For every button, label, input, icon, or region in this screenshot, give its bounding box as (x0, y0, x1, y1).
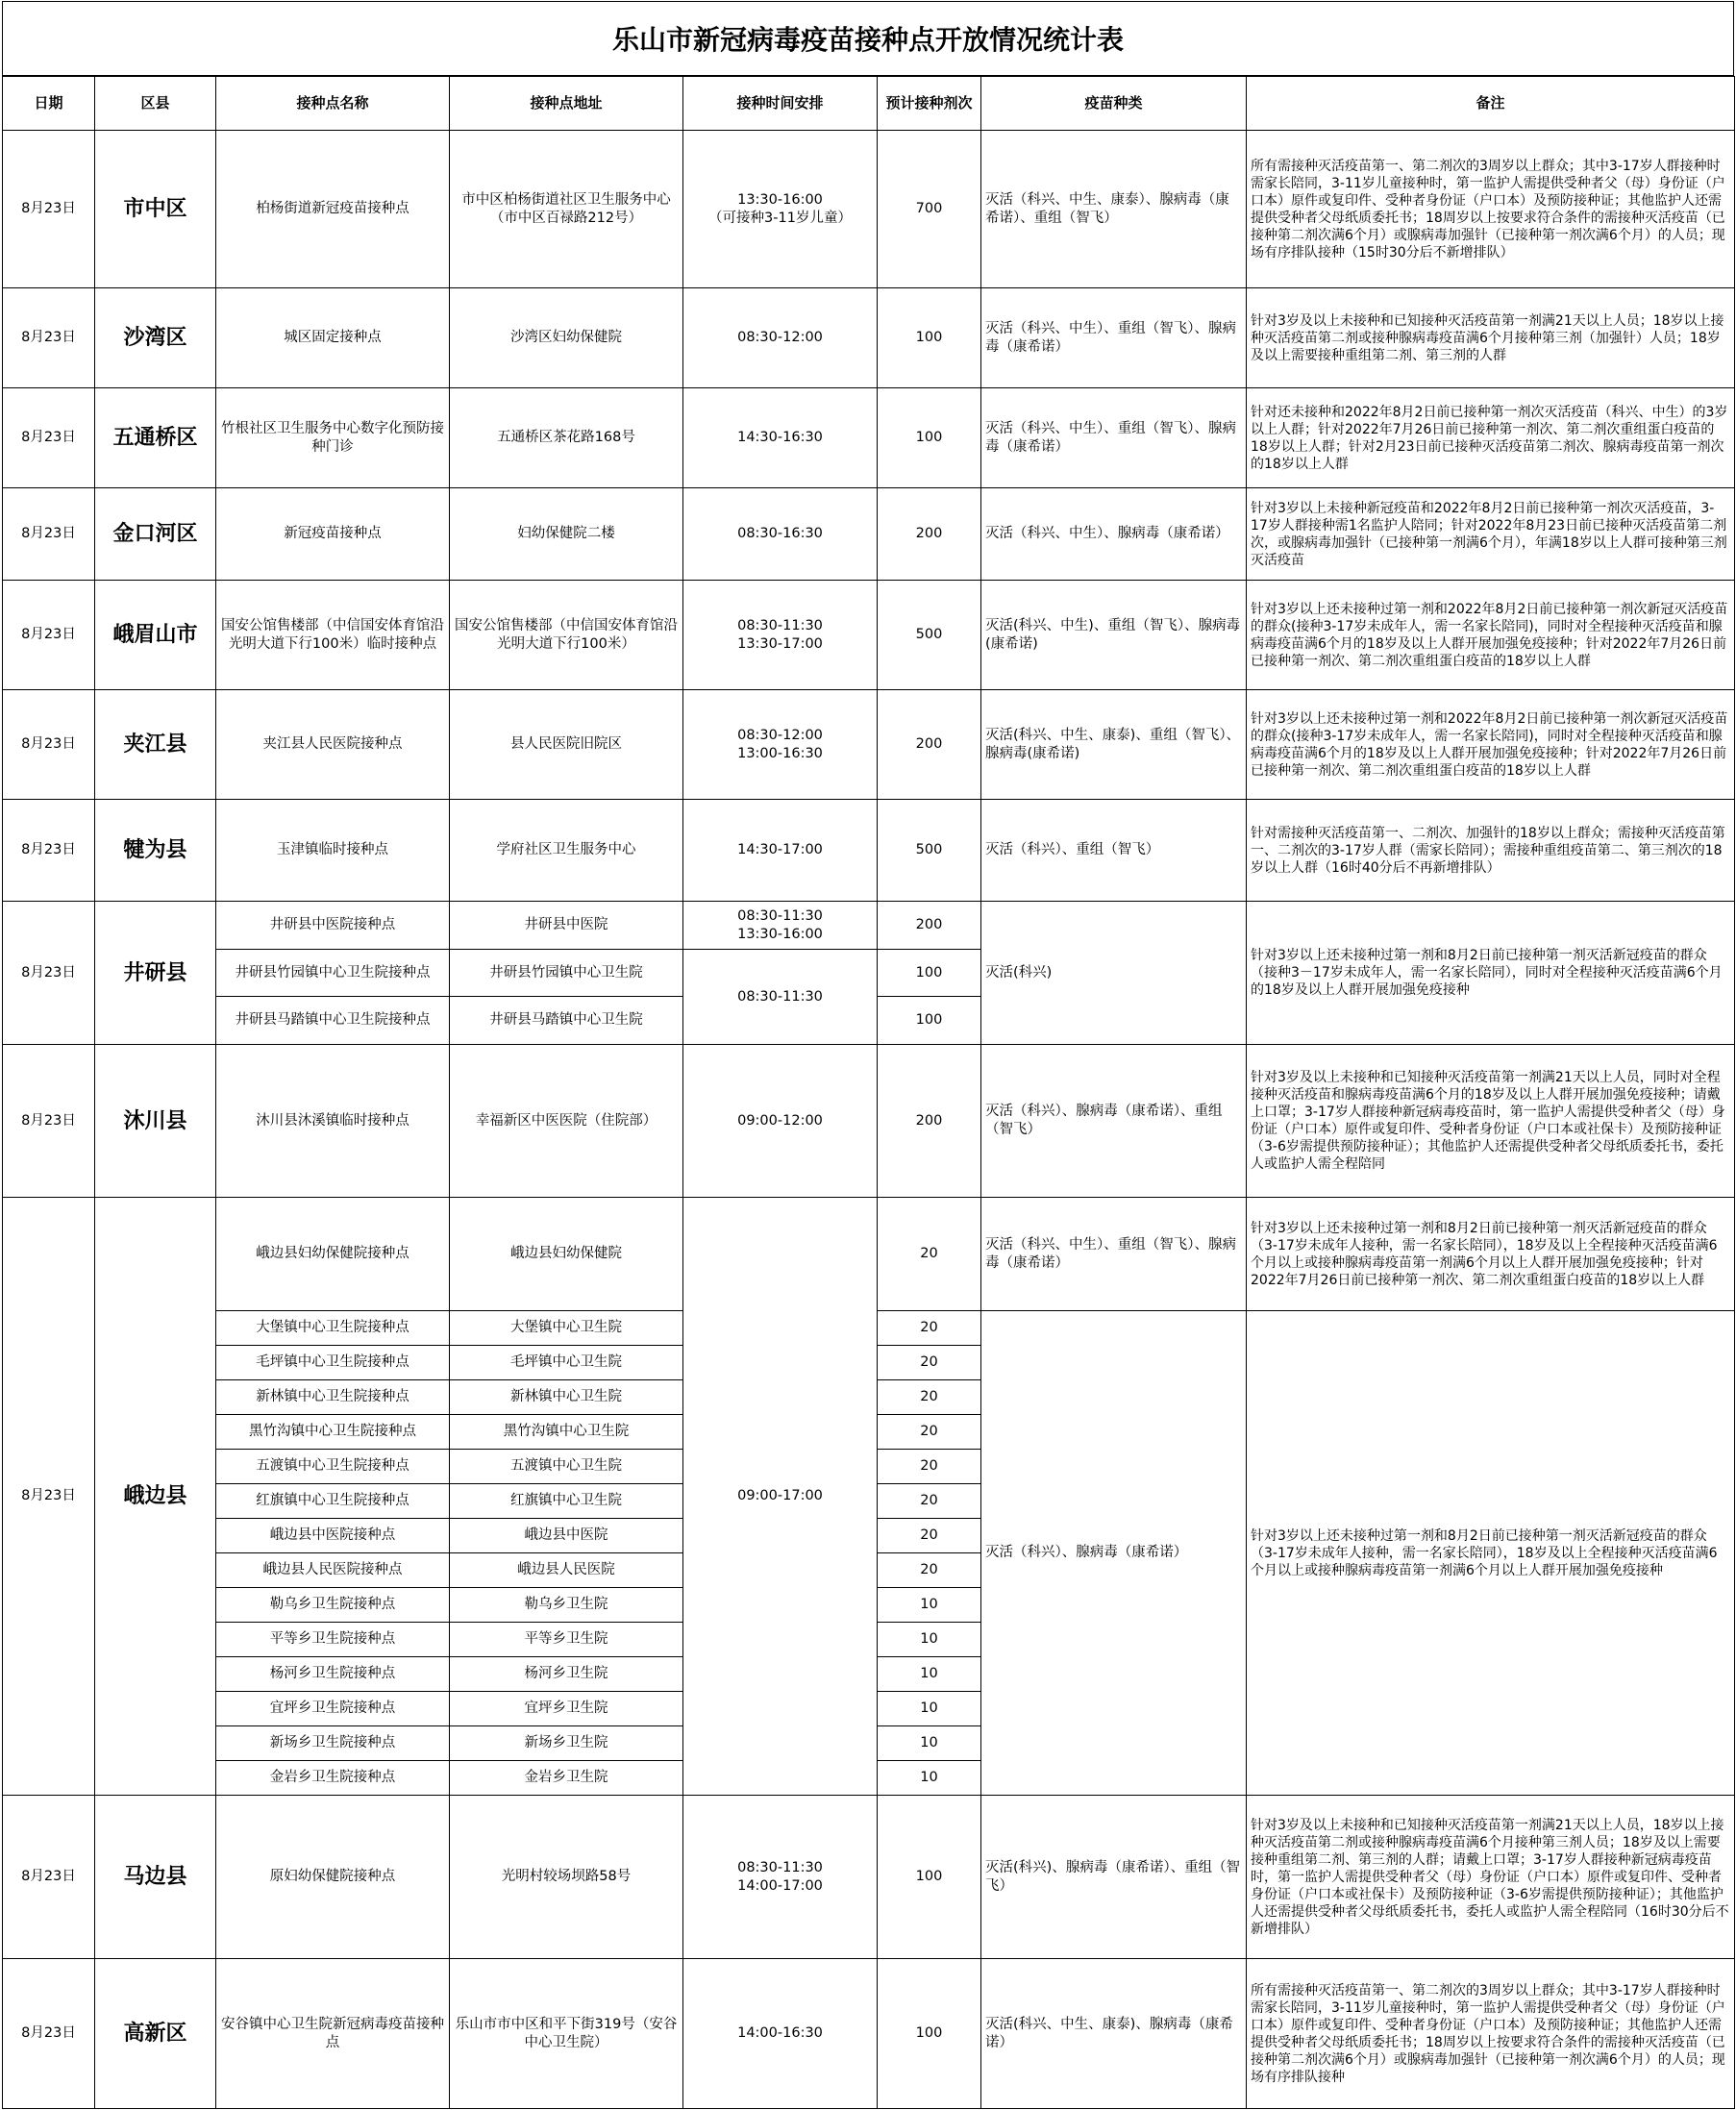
site-address-cell: 黑竹沟镇中心卫生院 (450, 1415, 683, 1450)
vaccine-cell: 灭活（科兴）、重组（智飞） (981, 800, 1247, 902)
vaccine-cell: 灭活（科兴、中生）、腺病毒（康希诺） (981, 488, 1247, 581)
site-address-cell: 毛坪镇中心卫生院 (450, 1346, 683, 1380)
site-address-cell: 新场乡卫生院 (450, 1726, 683, 1761)
time-cell: 08:30-12:00 13:00-16:30 (683, 690, 878, 800)
site-address-cell: 新林镇中心卫生院 (450, 1380, 683, 1415)
site-name-cell: 沐川县沐溪镇临时接种点 (216, 1045, 450, 1198)
table-row (3, 902, 1735, 950)
site-address-cell: 光明村较场坝路58号 (450, 1796, 683, 1959)
date-cell: 8月23日 (3, 131, 95, 288)
date-cell: 8月23日 (3, 690, 95, 800)
note-cell: 针对3岁以上还未接种过第一剂和8月2日前已接种第一剂灭活新冠疫苗的群众（3-17岁未成年人接种，需一名家长陪同），18岁及以上全程接种灭活疫苗满6个月以上或接种腺病毒疫苗第一剂满6个月以上人群开展加强免疫接种；针对2022年7月26日前已接种第一剂次、第二剂次重组蛋白疫苗的18岁以上人群 (1247, 1198, 1735, 1311)
note-cell: 针对3岁及以上未接种和已知接种灭活疫苗第一剂满21天以上人员，同时对全程接种灭活疫苗和腺病毒疫苗满6个月的18岁及以上人群开展加强免疫接种；请戴上口罩；3-17岁人群接种新冠病毒疫苗时，第一监护人需提供受种者父（母）身份证（户口本）原件或复印件、受种者身份证（户口本或社保卡）及预防接种证（3-6岁需提供预防接种证）；其他监护人还需提供受种者父母纸质委托书，委托人或监护人需全程陪同 (1247, 1045, 1735, 1198)
time-cell: 14:30-17:00 (683, 800, 878, 902)
site-name-cell: 竹根社区卫生服务中心数字化预防接种门诊 (216, 388, 450, 488)
table-header-row (3, 77, 1735, 131)
doses-cell: 10 (878, 1761, 981, 1796)
site-name-cell: 平等乡卫生院接种点 (216, 1623, 450, 1657)
site-address-cell: 五渡镇中心卫生院 (450, 1450, 683, 1484)
doses-cell: 200 (878, 1045, 981, 1198)
site-address-cell: 沙湾区妇幼保健院 (450, 288, 683, 388)
district-cell: 犍为县 (95, 800, 216, 902)
site-name-cell: 杨河乡卫生院接种点 (216, 1657, 450, 1692)
doses-cell: 10 (878, 1692, 981, 1726)
doses-cell: 20 (878, 1450, 981, 1484)
site-address-cell: 杨河乡卫生院 (450, 1657, 683, 1692)
doses-cell: 100 (878, 997, 981, 1045)
vaccine-cell: 灭活（科兴）、腺病毒（康希诺）、重组（智飞） (981, 1045, 1247, 1198)
vaccination-sites-table (2, 76, 1735, 2109)
time-cell: 08:30-11:30 13:30-16:00 (683, 902, 878, 950)
site-address-cell: 井研县马踏镇中心卫生院 (450, 997, 683, 1045)
district-cell: 峨眉山市 (95, 581, 216, 690)
site-address-cell: 峨边县妇幼保健院 (450, 1198, 683, 1311)
site-name-cell: 城区固定接种点 (216, 288, 450, 388)
doses-cell: 100 (878, 288, 981, 388)
doses-cell: 200 (878, 902, 981, 950)
time-cell: 08:30-16:30 (683, 488, 878, 581)
site-name-cell: 井研县马踏镇中心卫生院接种点 (216, 997, 450, 1045)
time-cell: 09:00-12:00 (683, 1045, 878, 1198)
site-name-cell: 井研县中医院接种点 (216, 902, 450, 950)
site-address-cell: 峨边县人民医院 (450, 1553, 683, 1588)
note-cell: 针对3岁以上还未接种过第一剂和8月2日前已接种第一剂灭活新冠疫苗的群众（接种3－17岁未成年人，需一名家长陪同），同时对全程接种灭活疫苗满6个月的18岁及以上人群开展加强免疫接种 (1247, 902, 1735, 1045)
district-cell: 市中区 (95, 131, 216, 288)
site-name-cell: 大堡镇中心卫生院接种点 (216, 1311, 450, 1346)
doses-cell: 20 (878, 1380, 981, 1415)
site-name-cell: 黑竹沟镇中心卫生院接种点 (216, 1415, 450, 1450)
doses-cell: 20 (878, 1346, 981, 1380)
table-row (3, 388, 1735, 488)
vaccine-cell: 灭活（科兴）、腺病毒（康希诺） (981, 1311, 1247, 1796)
date-cell: 8月23日 (3, 1045, 95, 1198)
vaccine-cell: 灭活(科兴、中生)、重组（智飞）、腺病毒(康希诺) (981, 581, 1247, 690)
site-name-cell: 安谷镇中心卫生院新冠病毒疫苗接种点 (216, 1959, 450, 2109)
time-cell: 13:30-16:00 （可接种3-11岁儿童） (683, 131, 878, 288)
site-address-cell: 宜坪乡卫生院 (450, 1692, 683, 1726)
header-date: 日期 (3, 77, 95, 131)
time-cell: 08:30-11:30 13:30-17:00 (683, 581, 878, 690)
note-cell: 针对还未接种和2022年8月2日前已接种第一剂次灭活疫苗（科兴、中生）的3岁以上人群；针对2022年7月26日前已接种第一剂次、第二剂次重组蛋白疫苗的18岁以上人群；针对2月23日前已接种灭活疫苗第二剂次、腺病毒疫苗第一剂次的18岁以上人群 (1247, 388, 1735, 488)
site-address-cell: 妇幼保健院二楼 (450, 488, 683, 581)
site-address-cell: 金岩乡卫生院 (450, 1761, 683, 1796)
note-cell: 所有需接种灭活疫苗第一、第二剂次的3周岁以上群众；其中3-17岁人群接种时需家长陪同，3-11岁儿童接种时，第一监护人需提供受种者父（母）身份证（户口本）原件或复印件、受种者身份证（户口本）及预防接种证；其他监护人还需提供受种者父母纸质委托书；18周岁以上按要求符合条件的需接种灭活疫苗（已接种第二剂次满6个月）或腺病毒加强针（已接种第一剂次满6个月）的人员；现场有序排队接种 (1247, 1959, 1735, 2109)
doses-cell: 10 (878, 1726, 981, 1761)
site-name-cell: 五渡镇中心卫生院接种点 (216, 1450, 450, 1484)
note-cell: 针对3岁以上还未接种过第一剂和2022年8月2日前已接种第一剂次新冠灭活疫苗的群众(接种3-17岁未成年人，需一名家长陪同)，同时对全程接种灭活疫苗和腺病毒疫苗满6个月的18岁及以上人群开展加强免疫接种；针对2022年7月26日前已接种第一剂次、第二剂次重组蛋白疫苗的18岁以上人群 (1247, 581, 1735, 690)
site-name-cell: 新冠疫苗接种点 (216, 488, 450, 581)
table-row (3, 800, 1735, 902)
table-row (3, 1045, 1735, 1198)
doses-cell: 100 (878, 388, 981, 488)
header-note: 备注 (1247, 77, 1735, 131)
vaccine-cell: 灭活(科兴、中生、康泰)、重组（智飞）、腺病毒(康希诺) (981, 690, 1247, 800)
header-site-name: 接种点名称 (216, 77, 450, 131)
statistics-sheet (2, 1, 1734, 2109)
site-address-cell: 井研县中医院 (450, 902, 683, 950)
doses-cell: 10 (878, 1657, 981, 1692)
doses-cell: 200 (878, 690, 981, 800)
vaccine-cell: 灭活(科兴) (981, 902, 1247, 1045)
doses-cell: 200 (878, 488, 981, 581)
page-title: 乐山市新冠病毒疫苗接种点开放情况统计表 (2, 1, 1734, 76)
vaccine-cell: 灭活（科兴、中生）、重组（智飞）、腺病毒（康希诺） (981, 1198, 1247, 1311)
site-name-cell: 宜坪乡卫生院接种点 (216, 1692, 450, 1726)
time-cell: 08:30-11:30 14:00-17:00 (683, 1796, 878, 1959)
table-row (3, 581, 1735, 690)
date-cell: 8月23日 (3, 488, 95, 581)
site-address-cell: 井研县竹园镇中心卫生院 (450, 950, 683, 997)
district-cell: 马边县 (95, 1796, 216, 1959)
date-cell: 8月23日 (3, 1796, 95, 1959)
note-cell: 针对3岁以上还未接种过第一剂和8月2日前已接种第一剂灭活新冠疫苗的群众（3-17岁未成年人接种，需一名家长陪同），18岁及以上全程接种灭活疫苗满6个月以上或接种腺病毒疫苗第一剂满6个月以上人群开展加强免疫接种 (1247, 1311, 1735, 1796)
date-cell: 8月23日 (3, 288, 95, 388)
date-cell: 8月23日 (3, 902, 95, 1045)
district-cell: 井研县 (95, 902, 216, 1045)
doses-cell: 20 (878, 1484, 981, 1519)
district-cell: 沐川县 (95, 1045, 216, 1198)
table-row (3, 131, 1735, 288)
table-row (3, 1198, 1735, 1311)
header-district: 区县 (95, 77, 216, 131)
site-name-cell: 勒乌乡卫生院接种点 (216, 1588, 450, 1623)
site-name-cell: 毛坪镇中心卫生院接种点 (216, 1346, 450, 1380)
site-address-cell: 幸福新区中医医院（住院部） (450, 1045, 683, 1198)
time-cell: 14:00-16:30 (683, 1959, 878, 2109)
note-cell: 针对需接种灭活疫苗第一、二剂次、加强针的18岁以上群众；需接种灭活疫苗第一、二剂次的3-17岁人群（需家长陪同）；需接种重组疫苗第二、第三剂次的18岁以上人群（16时40分后不再新增排队） (1247, 800, 1735, 902)
table-row (3, 690, 1735, 800)
district-cell: 高新区 (95, 1959, 216, 2109)
site-address-cell: 国安公馆售楼部（中信国安体育馆沿光明大道下行100米） (450, 581, 683, 690)
header-site-address: 接种点地址 (450, 77, 683, 131)
district-cell: 沙湾区 (95, 288, 216, 388)
site-address-cell: 平等乡卫生院 (450, 1623, 683, 1657)
table-row (3, 488, 1735, 581)
doses-cell: 100 (878, 1796, 981, 1959)
vaccine-cell: 灭活（科兴、中生）、重组（智飞）、腺病毒（康希诺） (981, 288, 1247, 388)
date-cell: 8月23日 (3, 1198, 95, 1796)
note-cell: 所有需接种灭活疫苗第一、第二剂次的3周岁以上群众；其中3-17岁人群接种时需家长陪同，3-11岁儿童接种时，第一监护人需提供受种者父（母）身份证（户口本）原件或复印件、受种者身份证（户口本）及预防接种证；其他监护人还需提供受种者父母纸质委托书；18周岁以上按要求符合条件的需接种灭活疫苗（已接种第二剂次满6个月）或腺病毒加强针（已接种第一剂次满6个月）的人员；现场有序排队接种（15时30分后不新增排队） (1247, 131, 1735, 288)
site-address-cell: 勒乌乡卫生院 (450, 1588, 683, 1623)
district-cell: 五通桥区 (95, 388, 216, 488)
site-address-cell: 红旗镇中心卫生院 (450, 1484, 683, 1519)
time-cell: 09:00-17:00 (683, 1198, 878, 1796)
site-name-cell: 国安公馆售楼部（中信国安体育馆沿光明大道下行100米）临时接种点 (216, 581, 450, 690)
site-name-cell: 新场乡卫生院接种点 (216, 1726, 450, 1761)
doses-cell: 100 (878, 950, 981, 997)
time-cell: 14:30-16:30 (683, 388, 878, 488)
doses-cell: 10 (878, 1623, 981, 1657)
date-cell: 8月23日 (3, 388, 95, 488)
site-address-cell: 市中区柏杨街道社区卫生服务中心（市中区百禄路212号） (450, 131, 683, 288)
doses-cell: 20 (878, 1553, 981, 1588)
site-name-cell: 峨边县人民医院接种点 (216, 1553, 450, 1588)
note-cell: 针对3岁及以上未接种和已知接种灭活疫苗第一剂满21天以上人员；18岁以上接种灭活疫苗第二剂或接种腺病毒疫苗满6个月接种第三剂（加强针）人员；18岁及以上需要接种重组第二剂、第三剂的人群 (1247, 288, 1735, 388)
district-cell: 夹江县 (95, 690, 216, 800)
doses-cell: 700 (878, 131, 981, 288)
site-name-cell: 井研县竹园镇中心卫生院接种点 (216, 950, 450, 997)
doses-cell: 20 (878, 1519, 981, 1553)
note-cell: 针对3岁以上未接种新冠疫苗和2022年8月2日前已接种第一剂次灭活疫苗，3-17岁人群接种需1名监护人陪同；针对2022年8月23日前已接种灭活疫苗第二剂次，或腺病毒加强针（已接种第一剂满6个月），年满18岁以上人群可接种第三剂灭活疫苗 (1247, 488, 1735, 581)
site-address-cell: 大堡镇中心卫生院 (450, 1311, 683, 1346)
site-name-cell: 峨边县妇幼保健院接种点 (216, 1198, 450, 1311)
site-address-cell: 五通桥区茶花路168号 (450, 388, 683, 488)
table-row (3, 1959, 1735, 2109)
vaccine-cell: 灭活（科兴、中生）、重组（智飞）、腺病毒（康希诺） (981, 388, 1247, 488)
site-address-cell: 学府社区卫生服务中心 (450, 800, 683, 902)
site-address-cell: 峨边县中医院 (450, 1519, 683, 1553)
site-address-cell: 乐山市市中区和平下街319号（安谷中心卫生院） (450, 1959, 683, 2109)
site-name-cell: 新林镇中心卫生院接种点 (216, 1380, 450, 1415)
site-name-cell: 夹江县人民医院接种点 (216, 690, 450, 800)
site-name-cell: 红旗镇中心卫生院接种点 (216, 1484, 450, 1519)
time-cell: 08:30-11:30 (683, 950, 878, 1045)
table-row (3, 1796, 1735, 1959)
table-row (3, 288, 1735, 388)
note-cell: 针对3岁以上还未接种过第一剂和2022年8月2日前已接种第一剂次新冠灭活疫苗的群众(接种3-17岁未成年人，需一名家长陪同)，同时对全程接种灭活疫苗和腺病毒疫苗满6个月的18岁及以上人群开展加强免疫接种；针对2022年7月26日前已接种第一剂次、第二剂次重组蛋白疫苗的18岁以上人群 (1247, 690, 1735, 800)
header-doses: 预计接种剂次 (878, 77, 981, 131)
doses-cell: 10 (878, 1588, 981, 1623)
site-address-cell: 县人民医院旧院区 (450, 690, 683, 800)
doses-cell: 20 (878, 1198, 981, 1311)
site-name-cell: 玉津镇临时接种点 (216, 800, 450, 902)
vaccine-cell: 灭活(科兴、中生、康泰)、腺病毒（康希诺） (981, 1959, 1247, 2109)
site-name-cell: 金岩乡卫生院接种点 (216, 1761, 450, 1796)
date-cell: 8月23日 (3, 581, 95, 690)
district-cell: 金口河区 (95, 488, 216, 581)
vaccine-cell: 灭活（科兴、中生、康泰）、腺病毒（康希诺）、重组（智飞） (981, 131, 1247, 288)
header-vaccine-type: 疫苗种类 (981, 77, 1247, 131)
doses-cell: 20 (878, 1415, 981, 1450)
district-cell: 峨边县 (95, 1198, 216, 1796)
doses-cell: 500 (878, 800, 981, 902)
doses-cell: 100 (878, 1959, 981, 2109)
doses-cell: 20 (878, 1311, 981, 1346)
date-cell: 8月23日 (3, 800, 95, 902)
vaccine-cell: 灭活(科兴)、腺病毒（康希诺）、重组（智飞） (981, 1796, 1247, 1959)
note-cell: 针对3岁及以上未接种和已知接种灭活疫苗第一剂满21天以上人员，18岁以上接种灭活疫苗第二剂或接种腺病毒疫苗满6个月接种第三剂人员；18岁及以上需要接种重组第二剂、第三剂的人群；请戴上口罩；3-17岁人群接种新冠病毒疫苗时，第一监护人需提供受种者父（母）身份证（户口本）原件或复印件、受种者身份证（户口本或社保卡）及预防接种证（3-6岁需提供预防接种证）；其他监护人还需提供受种者父母纸质委托书，委托人或监护人需全程陪同（16时30分后不新增排队） (1247, 1796, 1735, 1959)
site-name-cell: 原妇幼保健院接种点 (216, 1796, 450, 1959)
date-cell: 8月23日 (3, 1959, 95, 2109)
doses-cell: 500 (878, 581, 981, 690)
time-cell: 08:30-12:00 (683, 288, 878, 388)
site-name-cell: 柏杨街道新冠疫苗接种点 (216, 131, 450, 288)
site-name-cell: 峨边县中医院接种点 (216, 1519, 450, 1553)
header-time: 接种时间安排 (683, 77, 878, 131)
